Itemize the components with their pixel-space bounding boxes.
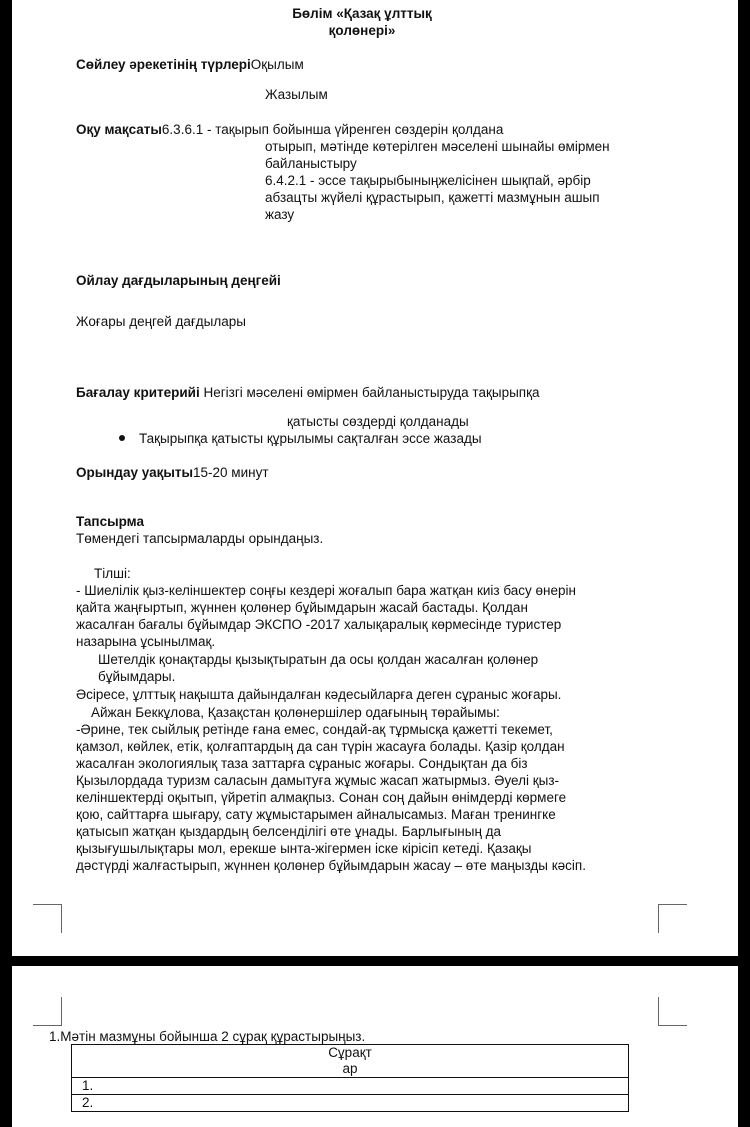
objective-line3: байланыстыру (265, 156, 357, 171)
task-title: Тапсырма (76, 514, 144, 529)
text-line: қамзол, көйлек, етік, қолғаптардың да сан түрін жасауға болады. Қазір қолдан (76, 739, 565, 754)
table-row (72, 1095, 629, 1112)
assessment-bullet2: Тақырыпқа қатысты құрылымы сақталған эссе жазады (139, 431, 482, 446)
text-line: жасалған бағалы бұйымдар ЭКСПО -2017 халықаралық көрмесінде туристер (76, 617, 562, 632)
text-line: қызығушылықтары мол, ерекше ынта-жігермен іске кірісіп кетеді. Қазақы (76, 841, 532, 856)
table-header-line2: ар (342, 1061, 358, 1076)
speech-types-row (76, 56, 304, 73)
thinking-label: Ойлау дағдыларының деңгейі (76, 273, 281, 288)
speech-types-label: Сөйлеу әрекетінің түрлері (76, 57, 251, 72)
text-line: - Шиелілік қыз-келіншектер соңғы кездері жоғалып бара жатқан киіз басу өнерін (76, 583, 576, 598)
section-title-line2: қолөнері» (328, 23, 396, 38)
text-line: Шетелдік қонақтарды қызықтыратын да осы қолдан жасалған қолөнер (98, 652, 539, 667)
question-prompt: 1.Мәтін мазмұны бойынша 2 сұрақ құрастырыңыз. (49, 1029, 366, 1044)
section-title-line1: Бөлім «Қазақ ұлттық (292, 6, 432, 21)
text-line: қатысып жатқан қыздардың белсенділігі өте ұнады. Барлығының да (76, 824, 502, 839)
task-instruction: Төмендегі тапсырмаларды орындаңыз. (76, 531, 324, 546)
text-line: бұйымдары. (98, 669, 176, 684)
answer-cell-2[interactable]: 2. (72, 1095, 629, 1112)
margin-corner-mark (33, 997, 62, 1026)
time-value: 15-20 минут (193, 465, 269, 480)
assessment-line1: Негізгі мәселені өмірмен байланыстыруда тақырыпқа (199, 385, 540, 400)
answer-cell-1[interactable]: 1. (72, 1078, 629, 1095)
time-label: Орындау уақыты (76, 465, 194, 480)
objective-line6: жазу (265, 207, 295, 222)
objective-line5: абзацты жүйелі құрастырып, қажетті мазмұнын ашып (265, 190, 600, 205)
text-line: Тілші: (94, 566, 131, 581)
speech-types-value-reading: Оқылым (250, 57, 304, 72)
table-header-row (72, 1045, 629, 1078)
time-row (76, 464, 269, 481)
text-line: дәстүрді жалғастырып, жүннен қолөнер бұйымдарын жасау – өте маңызды кәсіп. (76, 858, 586, 873)
objective-line1: 6.3.6.1 - тақырып бойынша үйренген сөздерін қолдана (161, 122, 504, 137)
text-line: Айжан Беккұлова, Қазақстан қолөнершілер одағының төрайымы: (91, 705, 500, 720)
margin-corner-mark (658, 997, 687, 1026)
text-line: Әсіресе, ұлттық нақышта дайындалған кәдесыйларға деген сұраныс жоғары. (76, 687, 562, 702)
document-page-1 (12, 0, 738, 956)
assessment-row (76, 384, 540, 401)
text-line: қайта жаңғыртып, жүннен қолөнер бұйымдарын жасай бастады. Қолдан (76, 600, 528, 615)
text-line: назарына ұсынылмақ. (76, 634, 216, 649)
questions-table (71, 1044, 629, 1112)
objective-line2: отырып, мәтінде көтерілген мәселені шынайы өмірмен (265, 139, 610, 154)
table-row (72, 1078, 629, 1095)
text-line: келіншектерді оқытып, үйретіп алмақпыз. Сонан соң дайын өнімдерді көрмеге (76, 790, 567, 805)
bullet-dot (119, 435, 125, 441)
document-page-2 (12, 966, 738, 1127)
speech-types-value-writing: Жазылым (265, 87, 328, 102)
table-header-line1: Сұрақт (328, 1045, 372, 1060)
text-line: қою, сайттарға шығару, сату жұмыстарымен айналысамыз. Маған тренингке (76, 807, 556, 822)
thinking-value: Жоғары деңгей дағдылары (76, 314, 246, 329)
text-line: -Әрине, тек сыйлық ретінде ғана емес, сондай-ақ тұрмысқа қажетті текемет, (76, 722, 553, 737)
text-line: жасалған экологиялық таза заттарға сұраныс жоғары. Сондықтан да біз (76, 756, 528, 771)
objective-label: Оқу мақсаты (76, 122, 162, 137)
margin-corner-mark (33, 904, 62, 933)
assessment-label: Бағалау критерийі (76, 385, 200, 400)
objective-row (76, 121, 503, 138)
assessment-line2: қатысты сөздерді қолданады (287, 414, 469, 429)
objective-line4: 6.4.2.1 - эссе тақырыбыныңжелісінен шықпай, әрбір (265, 173, 591, 188)
text-line: Қызылордада туризм саласын дамытуға жұмыс жасап жатырмыз. Әуелі қыз- (76, 773, 560, 788)
table-header-cell (72, 1045, 629, 1078)
margin-corner-mark (658, 904, 687, 933)
